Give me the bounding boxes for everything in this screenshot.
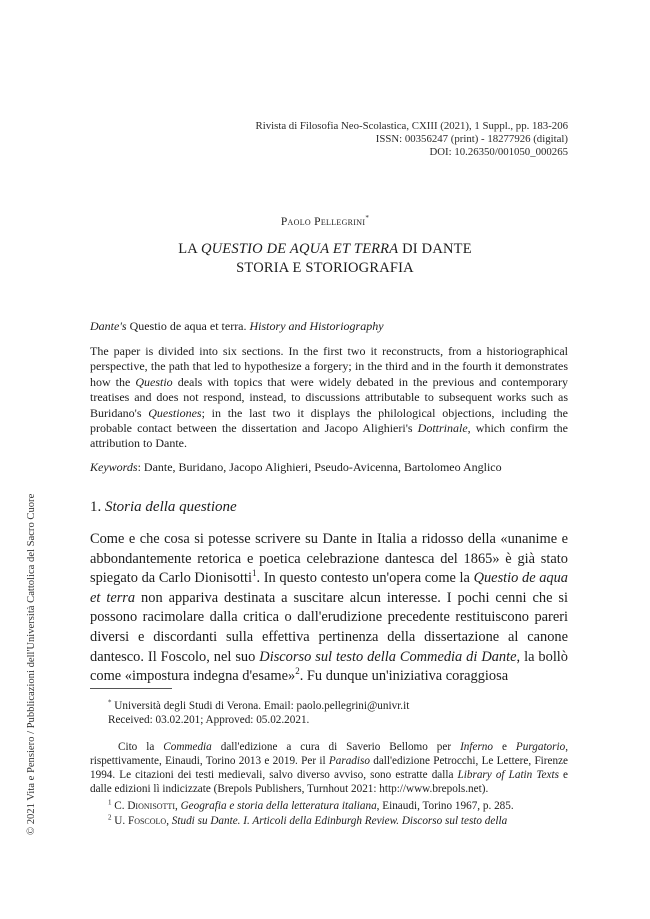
title-suffix: DI DANTE: [398, 241, 472, 257]
keywords-label: Keywords: [90, 460, 138, 474]
body-italic-questio: Questio de aqua et terra: [90, 570, 569, 606]
footnote-author: [90, 699, 568, 727]
abstract-title-part-2: Questio de aqua et terra.: [126, 319, 250, 333]
fn-cito-inferno: Inferno: [460, 741, 493, 753]
abstract-dottrinale: Dottrinale: [417, 421, 468, 436]
abstract-part-3: ; in the last two it displays the philological objections, including the probable contact between the dissertation and Jacopo Alighieri's: [90, 405, 568, 436]
title-prefix: LA: [178, 241, 201, 257]
body-text-2: . In questo contesto un'opera come la: [256, 570, 474, 587]
abstract-questiones: Questiones: [148, 405, 202, 420]
fn-cito-f: e dalle edizioni lì indicizzate (Brepols Publishers, Turnhout 2021: http://www.brepols.net).: [90, 769, 568, 795]
body-paragraph: [90, 530, 568, 687]
abstract-part-4: , which confirm the attribution to Dante.: [90, 421, 568, 451]
fn-cito-e: dall'edizione Petrocchi, Le Lettere, Firenze 1994. Le citazioni dei testi medievali, salvo diverso avviso, sono estratte dalla: [90, 755, 569, 781]
body-text-3: non appariva destinata a suscitare alcun interesse. I pochi cenni che si possono racimolare dalla critica o dall'erudizione precedente restituiscono pareri diversi e discordanti sulla effettiva pertinenza della dissertazione al canone dantesco. Il Foscolo, nel suo: [90, 589, 568, 665]
section-number: 1.: [90, 499, 105, 515]
footnote-2-number: 2: [108, 813, 112, 822]
title-line-2: STORIA E STORIOGRAFIA: [236, 260, 414, 276]
footnote-1: [90, 799, 568, 813]
abstract-part-2: deals with topics that were widely debated in the previous and contemporary treatises and does not respond, instead, to discussions attributable to subsequent works such as Buridano's: [90, 374, 568, 420]
footnote-affiliation: Università degli Studi di Verona. Email: paolo.pellegrini@univr.it: [114, 700, 410, 712]
abstract-part-1: The paper is divided into six sections. In the first two it reconstructs, from a historiographical perspective, the path that led to hypothesize a forgery; in the third and in the fourth it demonstrates how the: [90, 344, 568, 389]
abstract-text: [90, 344, 568, 452]
author-name: [0, 214, 650, 228]
footnote-editions: [90, 740, 568, 796]
author-name-text: Paolo Pellegrini: [280, 215, 366, 228]
journal-doi: DOI: 10.26350/001050_000265: [429, 146, 568, 159]
journal-header: [256, 120, 568, 160]
footnote-1-sep: ,: [174, 800, 181, 812]
fn-cito-paradiso: Paradiso: [328, 755, 370, 767]
footnote-2-title: Studi su Dante. I. Articoli della Edinburgh Review. Discorso sul testo della: [171, 815, 508, 827]
keywords-list: : Dante, Buridano, Jacopo Alighieri, Pseudo-Avicenna, Bartolomeo Anglico: [137, 460, 502, 474]
keywords: [90, 460, 568, 475]
journal-issn: ISSN: 00356247 (print) - 18277926 (digital): [375, 133, 568, 146]
fn-cito-library: Library of Latin Texts: [457, 769, 559, 781]
copyright-side-note: © 2021 Vita e Pensiero / Pubblicazioni dell'Università Cattolica del Sacro Cuore: [26, 493, 37, 835]
footnote-2-sep: ,: [166, 815, 172, 827]
fn-cito-commedia: Commedia: [163, 741, 212, 753]
author-footnote-mark: *: [365, 214, 370, 222]
journal-citation: Rivista di Filosofia Neo-Scolastica, CXIII (2021), 1 Suppl., pp. 183-206: [255, 120, 568, 132]
title-italic: QUESTIO DE AQUA ET TERRA: [200, 241, 399, 257]
footnote-2: [90, 814, 568, 828]
fn-cito-purgatorio: Purgatorio: [515, 741, 566, 753]
body-text-4: , la bollò come «impostura indegna d'esame»: [90, 648, 569, 685]
fn-cito-c: e: [493, 741, 516, 753]
footnote-1-rest: , Einaudi, Torino 1967, p. 285.: [376, 800, 514, 812]
body-italic-discorso: Discorso sul testo della Commedia di Dante: [259, 648, 517, 665]
footnote-star-mark: *: [108, 698, 112, 707]
footnote-ref-2: 2: [295, 666, 300, 677]
abstract-title: [90, 319, 384, 334]
body-text-1: Come e che cosa si potesse scrivere su Dante in Italia a ridosso della «unanime e abbondantemente retorica e poetica celebrazione dantesca del 1865» è già stato spiegato da Carlo Dionisotti: [90, 531, 568, 587]
footnote-ref-1: 1: [252, 568, 257, 579]
abstract-title-part-1: Dante's: [90, 319, 127, 333]
footnote-1-author: C. Dionisotti: [114, 800, 175, 812]
fn-cito-b: dall'edizione a cura di Saverio Bellomo per: [211, 741, 461, 753]
fn-cito-a: Cito la: [118, 741, 164, 753]
title-line-1: [0, 240, 650, 259]
footnote-dates: Received: 03.02.201; Approved: 05.02.2021.: [108, 714, 310, 726]
footnote-divider: [90, 688, 172, 689]
article-title: [0, 240, 650, 278]
abstract-questio: Questio: [135, 374, 173, 389]
footnote-1-number: 1: [108, 798, 112, 807]
abstract-title-part-3: History and Historiography: [249, 319, 384, 333]
footnote-1-title: Geografia e storia della letteratura italiana: [180, 800, 377, 812]
fn-cito-d: , rispettivamente, Einaudi, Torino 2013 e 2019. Per il: [90, 741, 568, 767]
body-text-5: . Fu dunque un'iniziativa coraggiosa: [299, 668, 509, 685]
footnote-2-author: U. Foscolo: [114, 815, 167, 827]
section-title: Storia della questione: [105, 499, 237, 515]
section-heading: [90, 499, 237, 516]
